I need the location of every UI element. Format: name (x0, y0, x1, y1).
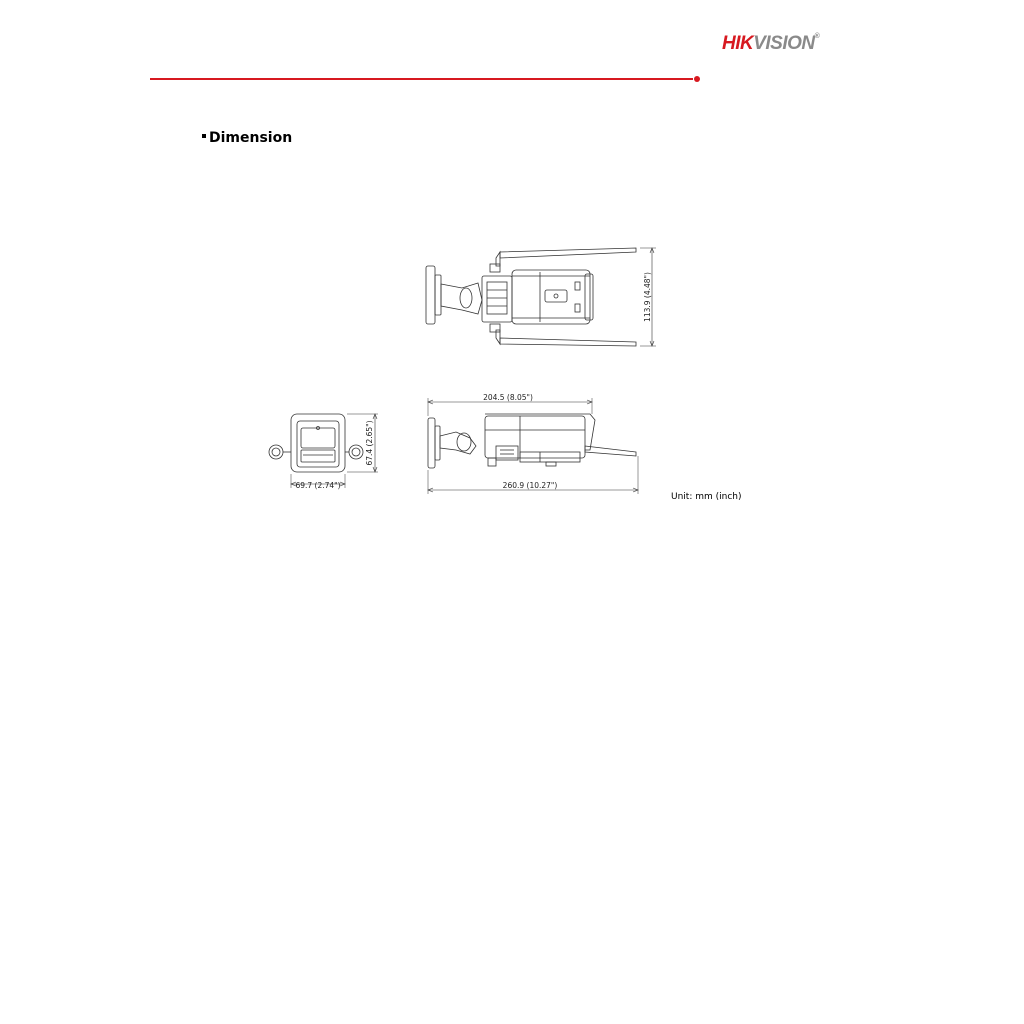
logo-hik-text: HIK (722, 33, 754, 54)
total-length-label: 260.9 (10.27") (502, 481, 558, 490)
front-width-label: 69.7 (2.74") (295, 481, 341, 490)
unit-note: Unit: mm (inch) (671, 492, 742, 502)
logo-vision-text: VISION (753, 33, 815, 54)
logo-registered-mark: ® (814, 33, 820, 40)
top-height-label: 113.9 (4.48") (643, 272, 652, 322)
camera-top-view (426, 248, 656, 346)
front-height-label: 67.4 (2.65") (365, 420, 374, 466)
side-length-label: 204.5 (8.05") (483, 393, 533, 402)
camera-side-view (428, 398, 638, 494)
section-title-text: Dimension (209, 130, 293, 146)
camera-front-view (269, 414, 378, 488)
